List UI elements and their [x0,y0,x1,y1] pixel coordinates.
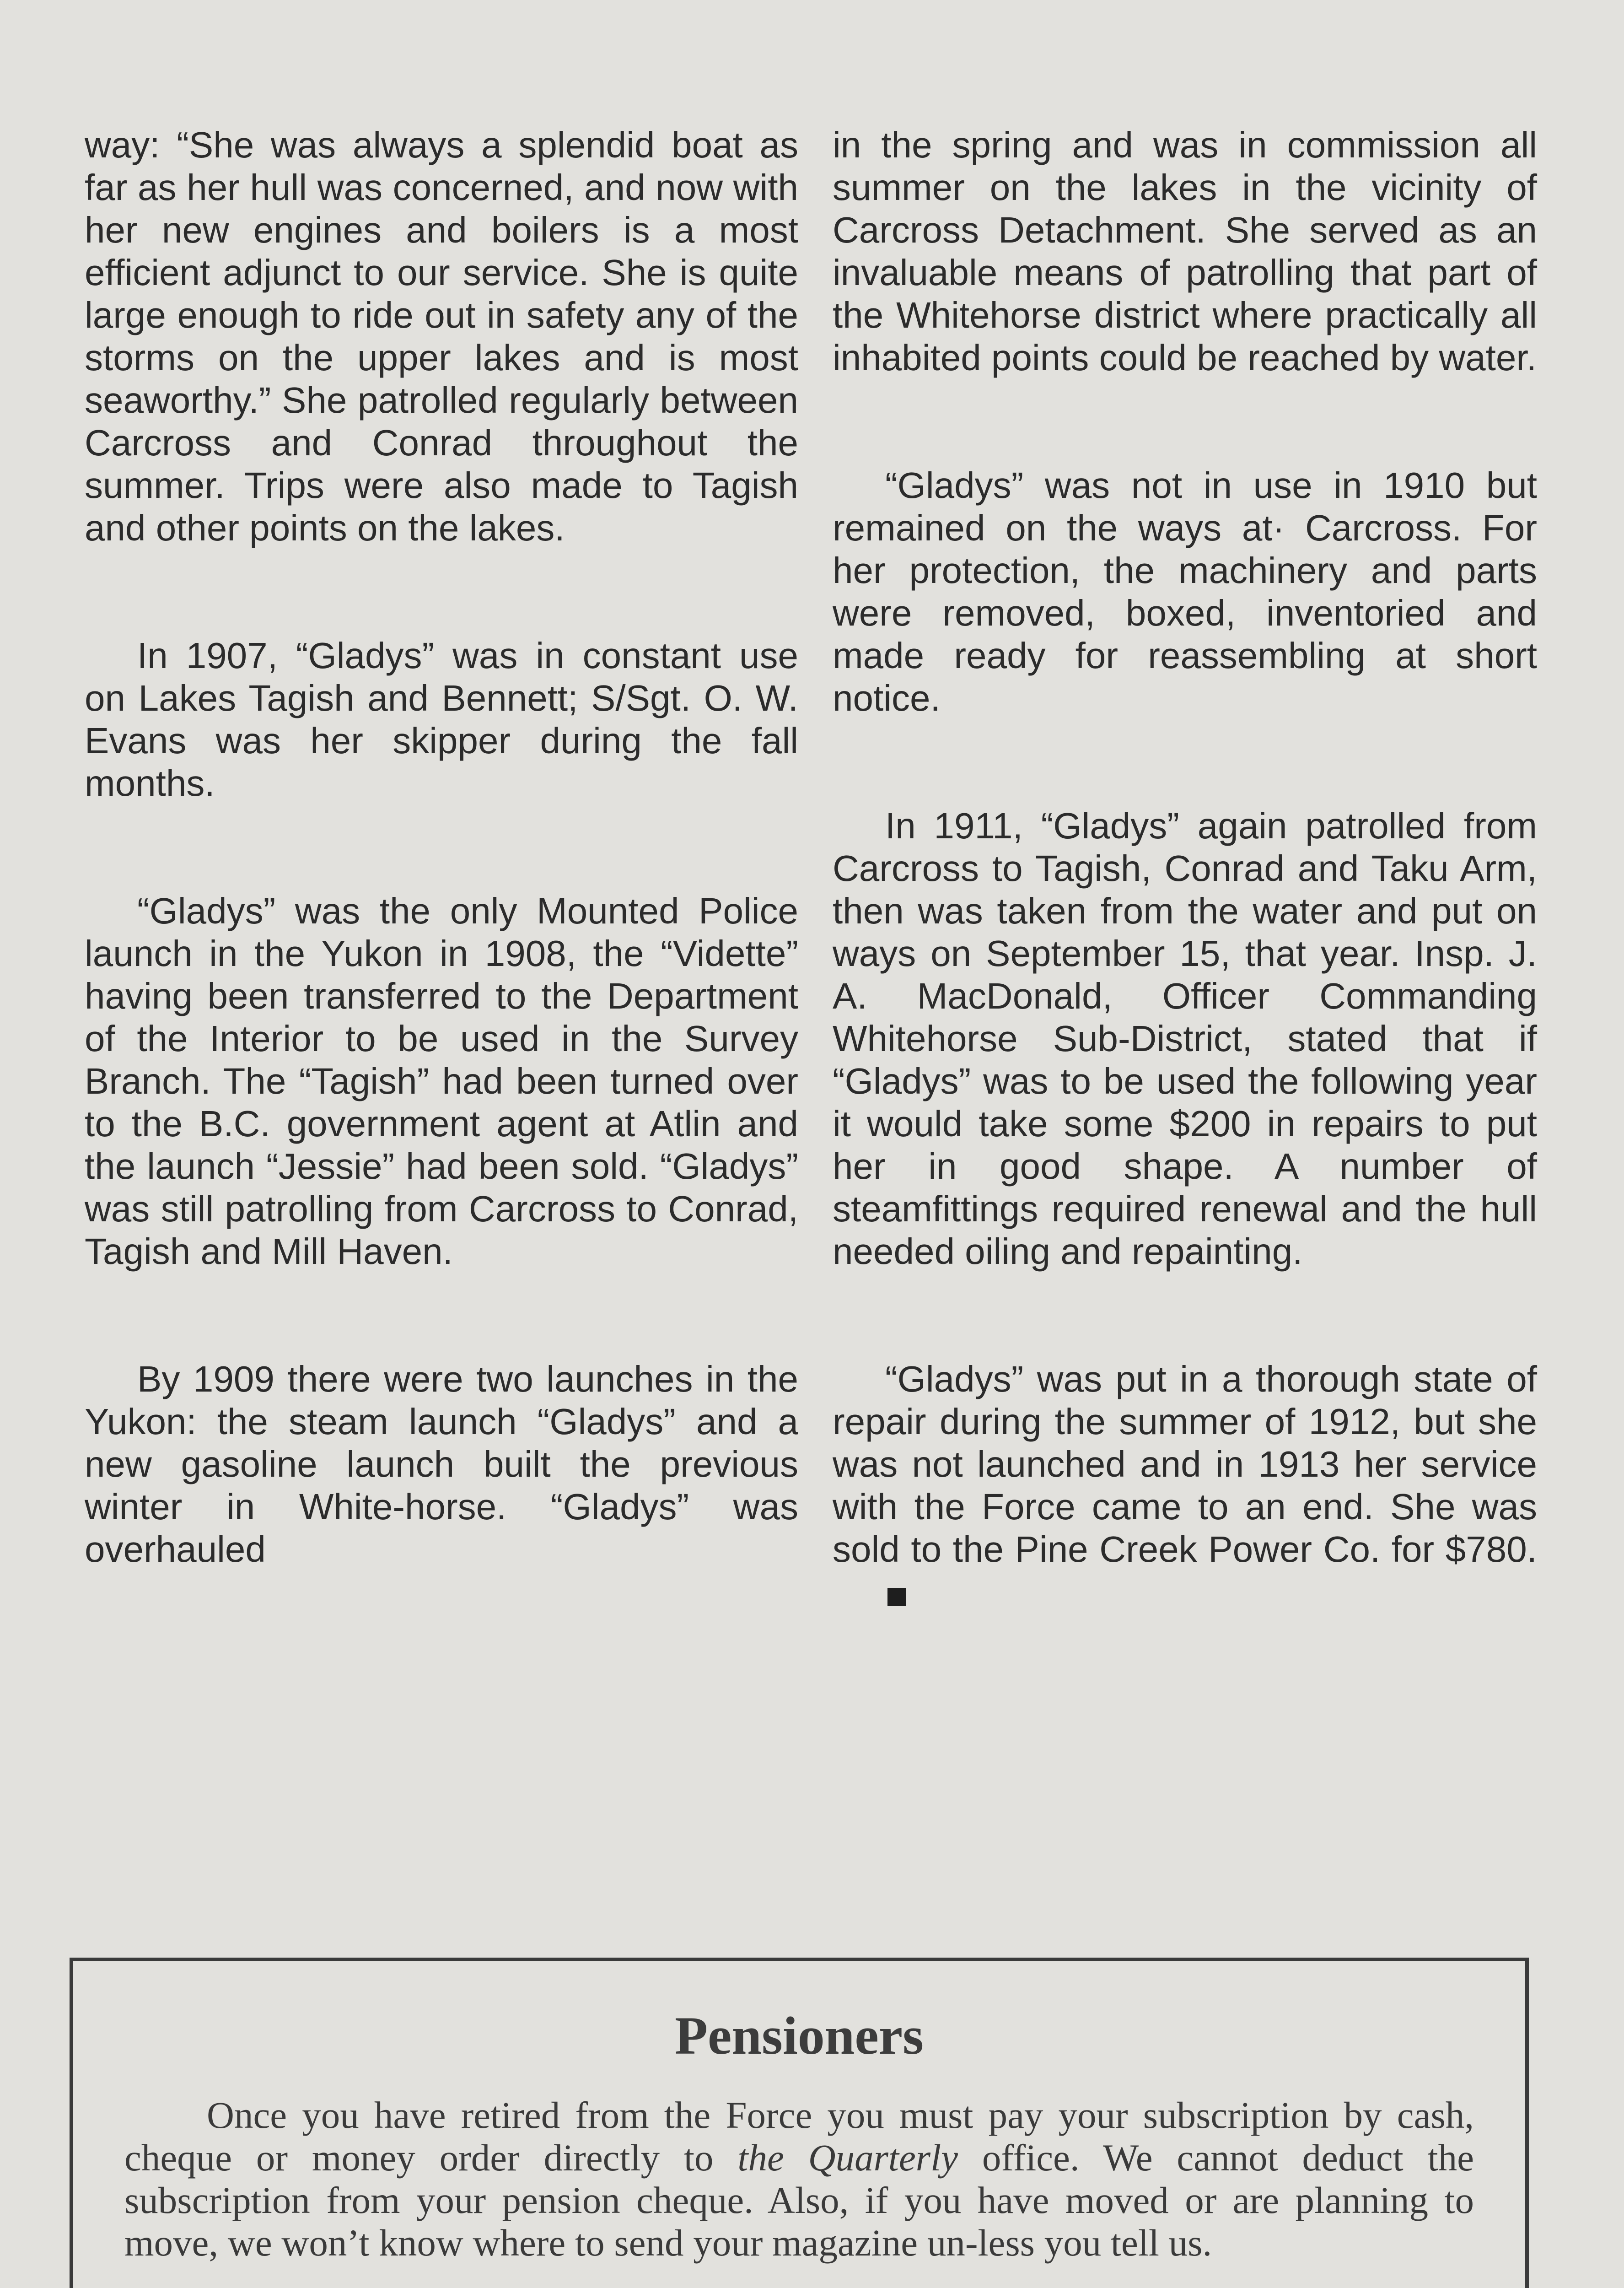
article-left-column [85,124,798,1656]
article-paragraph: way: “She was always a splendid boat as far as her hull was concerned, and now with her new engines and boilers is a most efficient adjunct to our service. She is quite large enough to ride out in safety any of the storms on the upper lakes and is most seaworthy.” She patrolled regularly between Carcross and Conrad throughout the summer. Trips were also made to Tagish and other points on the lakes. [85,124,798,548]
article-paragraph-text: “Gladys” was put in a thorough state of repair during the summer of 1912, but she was not launched and in 1913 her service with the Force came to an end. She was sold to the Pine Creek Power Co. for $780. [833,1359,1537,1570]
pensioners-title: Pensioners [674,2006,924,2066]
pensioners-body-italic: the Quarterly [737,2137,958,2179]
pensioners-notice-box [70,1958,1529,2288]
article-last-paragraph [833,1358,1537,1613]
pensioners-body [124,2094,1474,2264]
article-paragraph: By 1909 there were two launches in the Yukon: the steam launch “Gladys” and a new gasoline launch built the previous winter in White-horse. “Gladys” was overhauled [85,1359,798,1570]
article-right-column [833,124,1537,1698]
article-paragraph: In 1907, “Gladys” was in constant use on Lakes Tagish and Bennett; S/Sgt. O. W. Evans was her skipper during the fall months. [85,635,798,804]
pensioners-body-text-1: Once you have retired from the Force you must pay your subscription by cash, cheque or money order directly to [124,2094,1474,2179]
article-paragraph: “Gladys” was the only Mounted Police launch in the Yukon in 1908, the “Vidette” having been transferred to the Department of the Interior to be used in the Survey Branch. The “Tagish” had been turned over to the B.C. government agent at Atlin and the launch “Jessie” had been sold. “Gladys” was still patrolling from Carcross to Conrad, Tagish and Mill Haven. [85,890,798,1272]
end-of-article-mark [887,1588,906,1606]
pensioners-body-text-2: office. We cannot deduct the subscription from your pension cheque. Also, if you have moved or are planning to move, we won’t know where to send your magazine un-less you tell us. [124,2137,1474,2264]
article-paragraph: In 1911, “Gladys” again patrolled from Carcross to Tagish, Conrad and Taku Arm, then was taken from the water and put on ways on September 15, that year. Insp. J. A. MacDonald, Officer Commanding Whitehorse Sub-District, stated that if “Gladys” was to be used the following year it would take some $200 in repairs to put her in good shape. A number of steamfittings required renewal and the hull needed oiling and repainting. [833,805,1537,1272]
article-paragraph: in the spring and was in commission all summer on the lakes in the vicinity of Carcross Detachment. She served as an invaluable means of patrolling that part of the Whitehorse district where practically all inhabited points could be reached by water. [833,124,1537,378]
article-paragraph: “Gladys” was not in use in 1910 but remained on the ways at· Carcross. For her protection, the machinery and parts were removed, boxed, inventoried and made ready for reassembling at short notice. [833,465,1537,718]
